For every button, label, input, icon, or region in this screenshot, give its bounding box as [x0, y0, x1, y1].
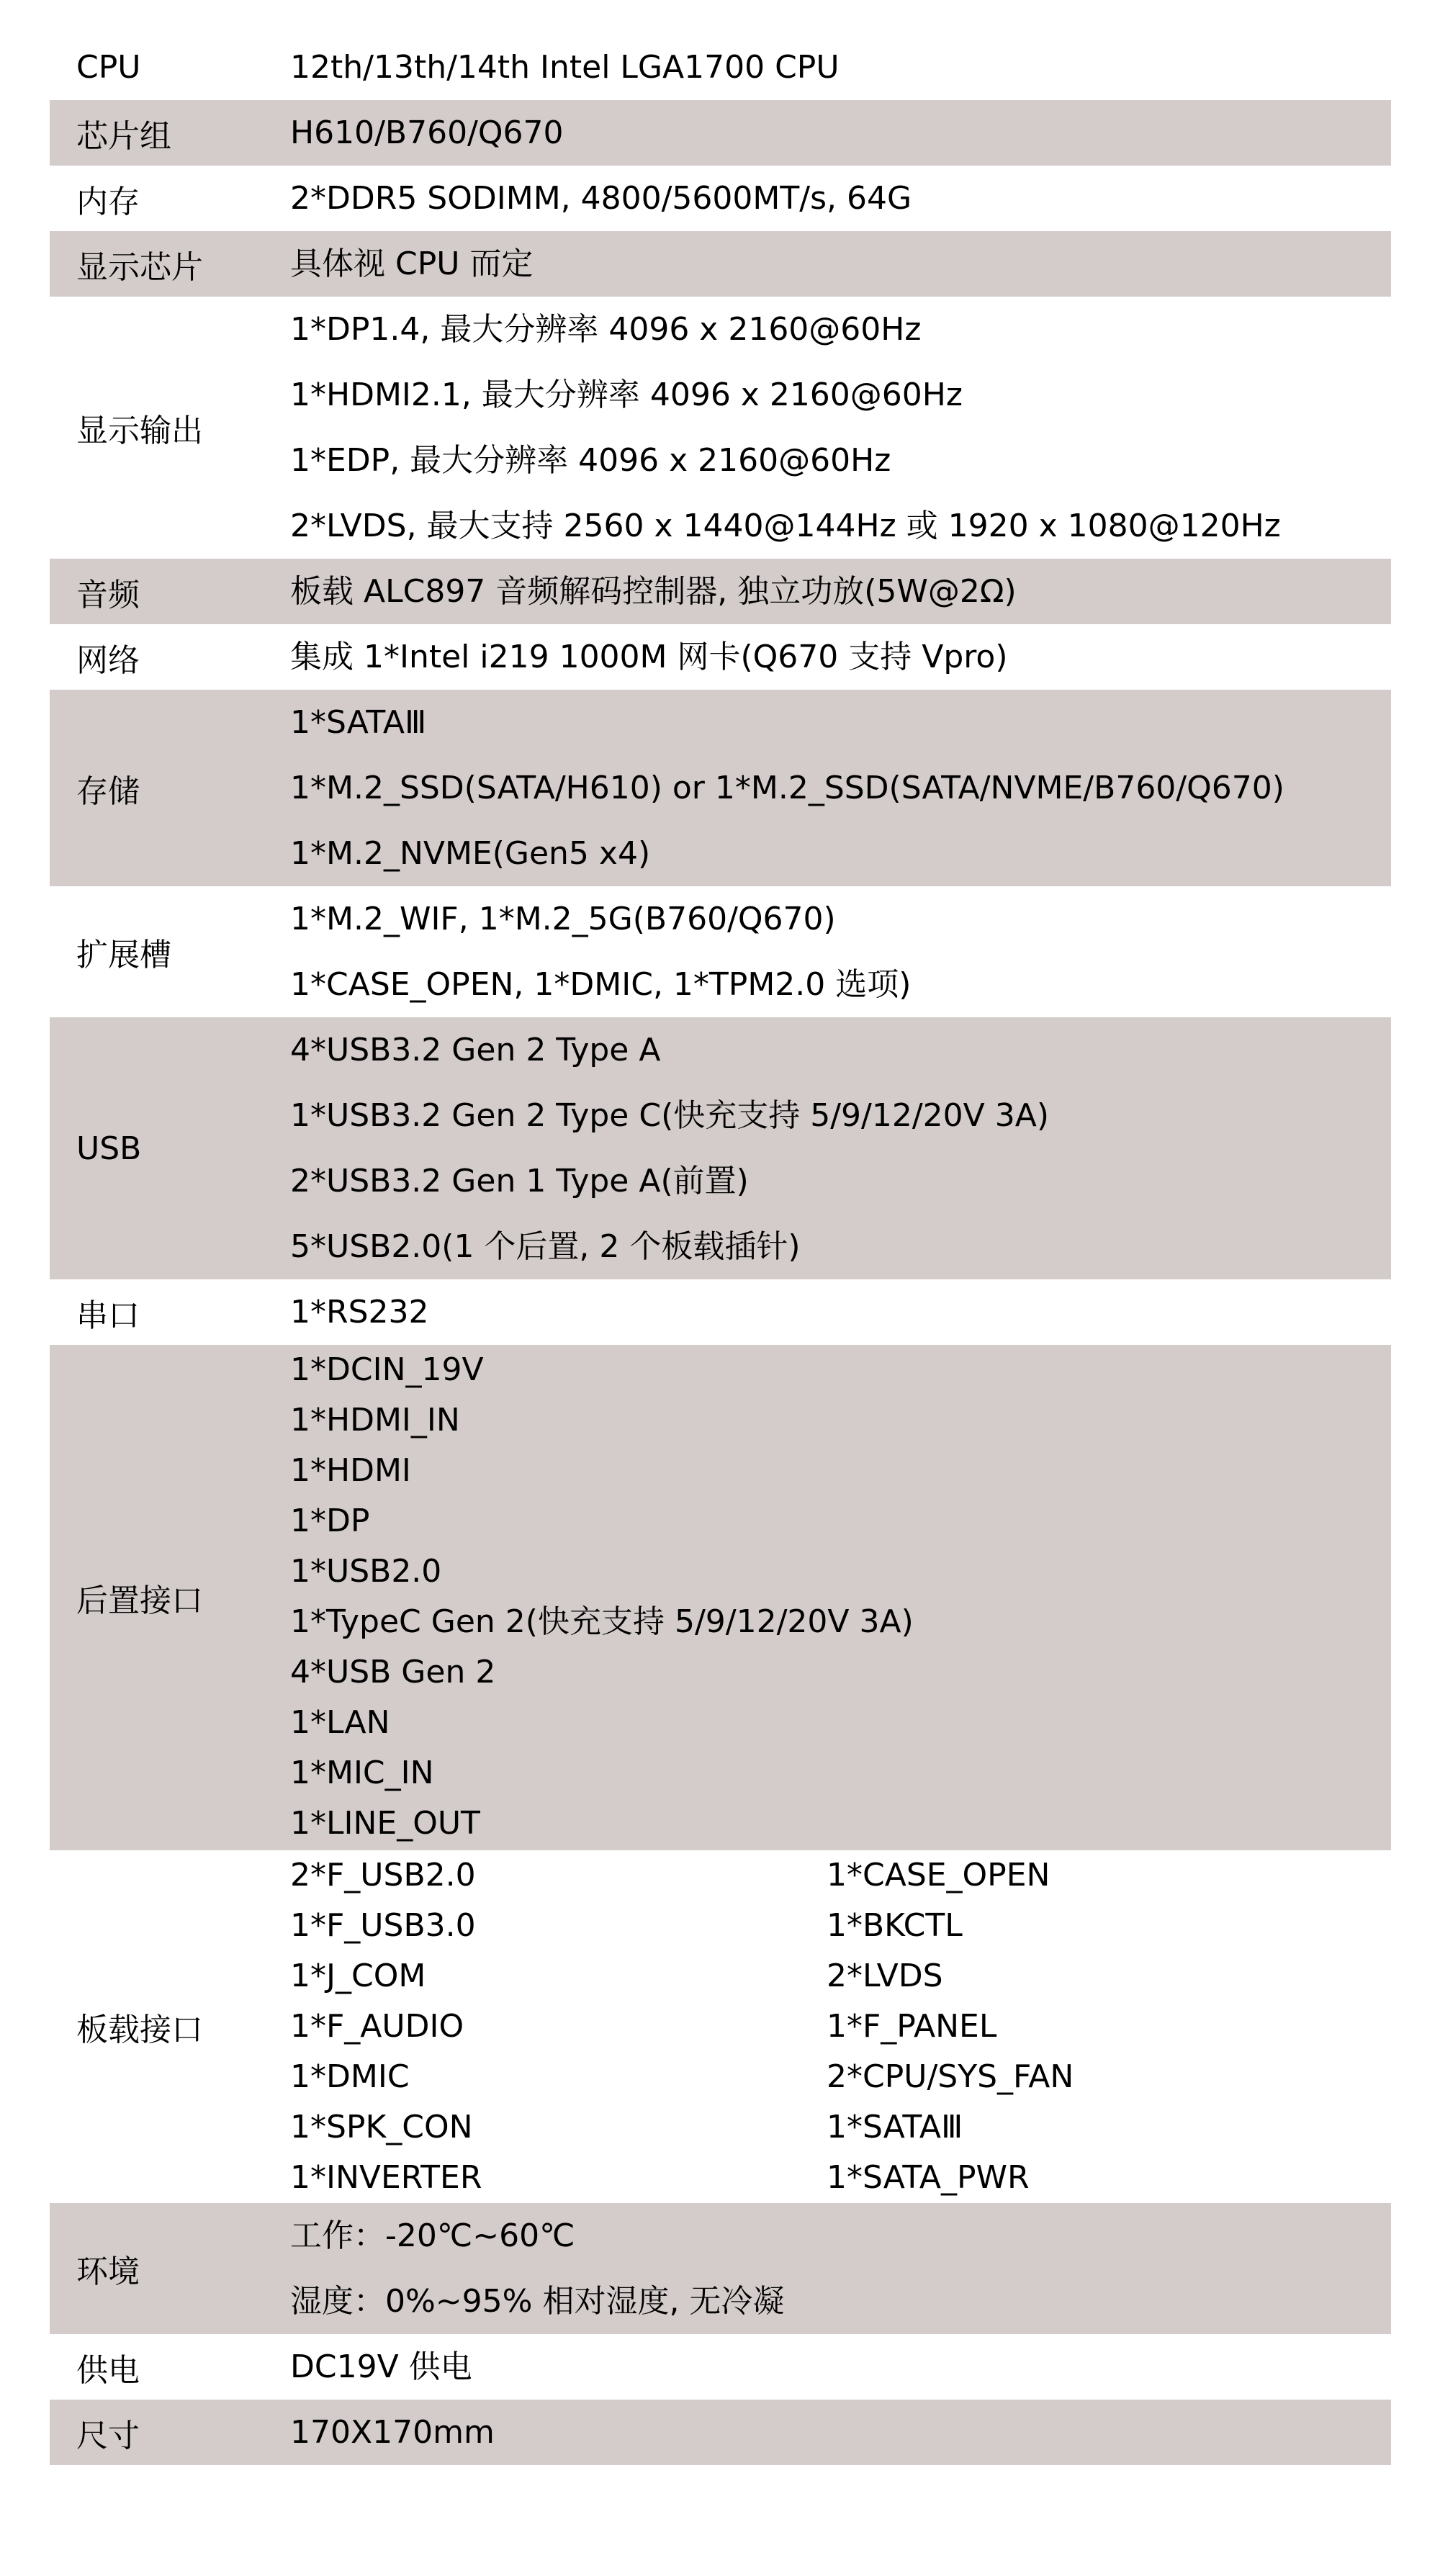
row-value: 1*SPK_CON [290, 2109, 473, 2145]
row-value: 1*DP [290, 1503, 370, 1539]
row-value: 1*MIC_IN [290, 1755, 434, 1791]
spec-row-cpu [50, 35, 1391, 100]
row-values [290, 2400, 1391, 2465]
row-label: 供电 [76, 2351, 140, 2389]
row-value: 1*EDP, 最大分辨率 4096 x 2160@60Hz [290, 442, 891, 479]
spec-row-usb [50, 1017, 1391, 1279]
row-label: 音频 [76, 576, 140, 613]
row-value: 1*SATAⅢ [290, 704, 427, 741]
spec-row-rear-io [50, 1345, 1391, 1850]
row-value: 1*CASE_OPEN [827, 1857, 1050, 1893]
spec-row-display-output [50, 297, 1391, 559]
row-label: 网络 [76, 641, 140, 679]
row-value: 湿度：0%~95% 相对湿度, 无冷凝 [290, 2283, 785, 2320]
row-label: 尺寸 [76, 2417, 140, 2454]
spec-row-chipset [50, 100, 1391, 166]
row-value: 1*F_PANEL [827, 2008, 997, 2045]
row-value: 1*TypeC Gen 2(快充支持 5/9/12/20V 3A) [290, 1603, 914, 1640]
row-value: 工作：-20℃~60℃ [290, 2217, 575, 2254]
row-label: 扩展槽 [76, 937, 171, 973]
row-values [290, 231, 1391, 297]
row-value: 4*USB Gen 2 [290, 1654, 496, 1690]
row-value: 2*DDR5 SODIMM, 4800/5600MT/s, 64G [290, 180, 912, 217]
row-value: 1*USB2.0 [290, 1553, 442, 1590]
row-value: 1*INVERTER [290, 2159, 482, 2196]
row-value: 1*M.2_NVME(Gen5 x4) [290, 835, 651, 872]
row-value: 1*HDMI [290, 1452, 411, 1489]
row-value: 具体视 CPU 而定 [290, 246, 534, 282]
row-value: 1*SATAⅢ [827, 2109, 963, 2145]
row-label: 板载接口 [76, 2012, 203, 2048]
row-label: 显示输出 [76, 413, 203, 449]
row-value: 板载 ALC897 音频解码控制器, 独立功放(5W@2Ω) [290, 573, 1017, 610]
row-label: 环境 [76, 2253, 140, 2290]
row-values [290, 624, 1391, 690]
row-values [290, 1279, 1391, 1345]
row-label: 存储 [76, 773, 140, 810]
row-value: 1*CASE_OPEN, 1*DMIC, 1*TPM2.0 选项) [290, 966, 912, 1003]
row-value: 12th/13th/14th Intel LGA1700 CPU [290, 49, 840, 86]
spec-row-dimensions [50, 2400, 1391, 2465]
row-value: 1*BKCTL [827, 1907, 963, 1944]
row-value: 1*HDMI2.1, 最大分辨率 4096 x 2160@60Hz [290, 377, 963, 413]
row-value: 170X170mm [290, 2414, 495, 2451]
spec-table [50, 35, 1391, 2465]
row-value: 1*DMIC [290, 2058, 410, 2095]
row-value: 2*USB3.2 Gen 1 Type A(前置) [290, 1163, 749, 1199]
spec-row-network [50, 624, 1391, 690]
row-values [290, 1345, 1391, 1850]
row-value: H610/B760/Q670 [290, 114, 564, 151]
row-value: 1*LINE_OUT [290, 1805, 480, 1842]
row-value: 1*DCIN_19V [290, 1351, 484, 1388]
row-value: 1*M.2_SSD(SATA/H610) or 1*M.2_SSD(SATA/NVME/B760/Q670) [290, 770, 1284, 806]
row-value: DC19V 供电 [290, 2348, 472, 2385]
row-value: 1*J_COM [290, 1958, 426, 1994]
row-label: 串口 [76, 1297, 140, 1334]
row-values [290, 297, 1391, 559]
spec-row-expansion [50, 886, 1391, 1017]
row-label: CPU [76, 49, 141, 86]
row-value: 2*LVDS, 最大支持 2560 x 1440@144Hz 或 1920 x 1080@120Hz [290, 508, 1281, 544]
row-values [290, 2334, 1391, 2400]
spec-row-memory [50, 166, 1391, 231]
row-value: 1*M.2_WIF, 1*M.2_5G(B760/Q670) [290, 901, 836, 937]
spec-row-audio [50, 559, 1391, 624]
row-values [290, 1017, 1391, 1279]
row-value: 1*F_AUDIO [290, 2008, 464, 2045]
row-value: 集成 1*Intel i219 1000M 网卡(Q670 支持 Vpro) [290, 639, 1008, 675]
row-value: 1*LAN [290, 1704, 390, 1741]
row-values [290, 166, 1391, 231]
row-label: 后置接口 [76, 1582, 203, 1619]
spec-row-environment [50, 2203, 1391, 2334]
row-values [290, 100, 1391, 166]
spec-row-storage [50, 690, 1391, 886]
row-value: 1*DP1.4, 最大分辨率 4096 x 2160@60Hz [290, 311, 922, 348]
row-label: USB [76, 1130, 142, 1167]
row-values [290, 2203, 1391, 2334]
row-values [290, 1850, 1391, 2203]
spec-row-onboard-io [50, 1850, 1391, 2203]
row-value: 1*F_USB3.0 [290, 1907, 476, 1944]
row-value: 1*RS232 [290, 1294, 429, 1330]
row-values [290, 886, 1391, 1017]
row-value: 4*USB3.2 Gen 2 Type A [290, 1032, 661, 1068]
row-values [290, 559, 1391, 624]
row-value: 1*SATA_PWR [827, 2159, 1030, 2196]
row-label: 内存 [76, 183, 140, 220]
row-values [290, 35, 1391, 100]
spec-row-graphics [50, 231, 1391, 297]
row-value: 2*CPU/SYS_FAN [827, 2058, 1074, 2095]
row-value: 1*HDMI_IN [290, 1402, 460, 1438]
row-value: 1*USB3.2 Gen 2 Type C(快充支持 5/9/12/20V 3A) [290, 1097, 1050, 1134]
row-value: 2*F_USB2.0 [290, 1857, 476, 1893]
row-value: 5*USB2.0(1 个后置, 2 个板载插针) [290, 1228, 801, 1265]
row-value: 2*LVDS [827, 1958, 943, 1994]
spec-row-serial [50, 1279, 1391, 1345]
row-label: 显示芯片 [76, 248, 203, 286]
row-values [290, 690, 1391, 886]
row-label: 芯片组 [76, 117, 171, 155]
spec-row-power [50, 2334, 1391, 2400]
